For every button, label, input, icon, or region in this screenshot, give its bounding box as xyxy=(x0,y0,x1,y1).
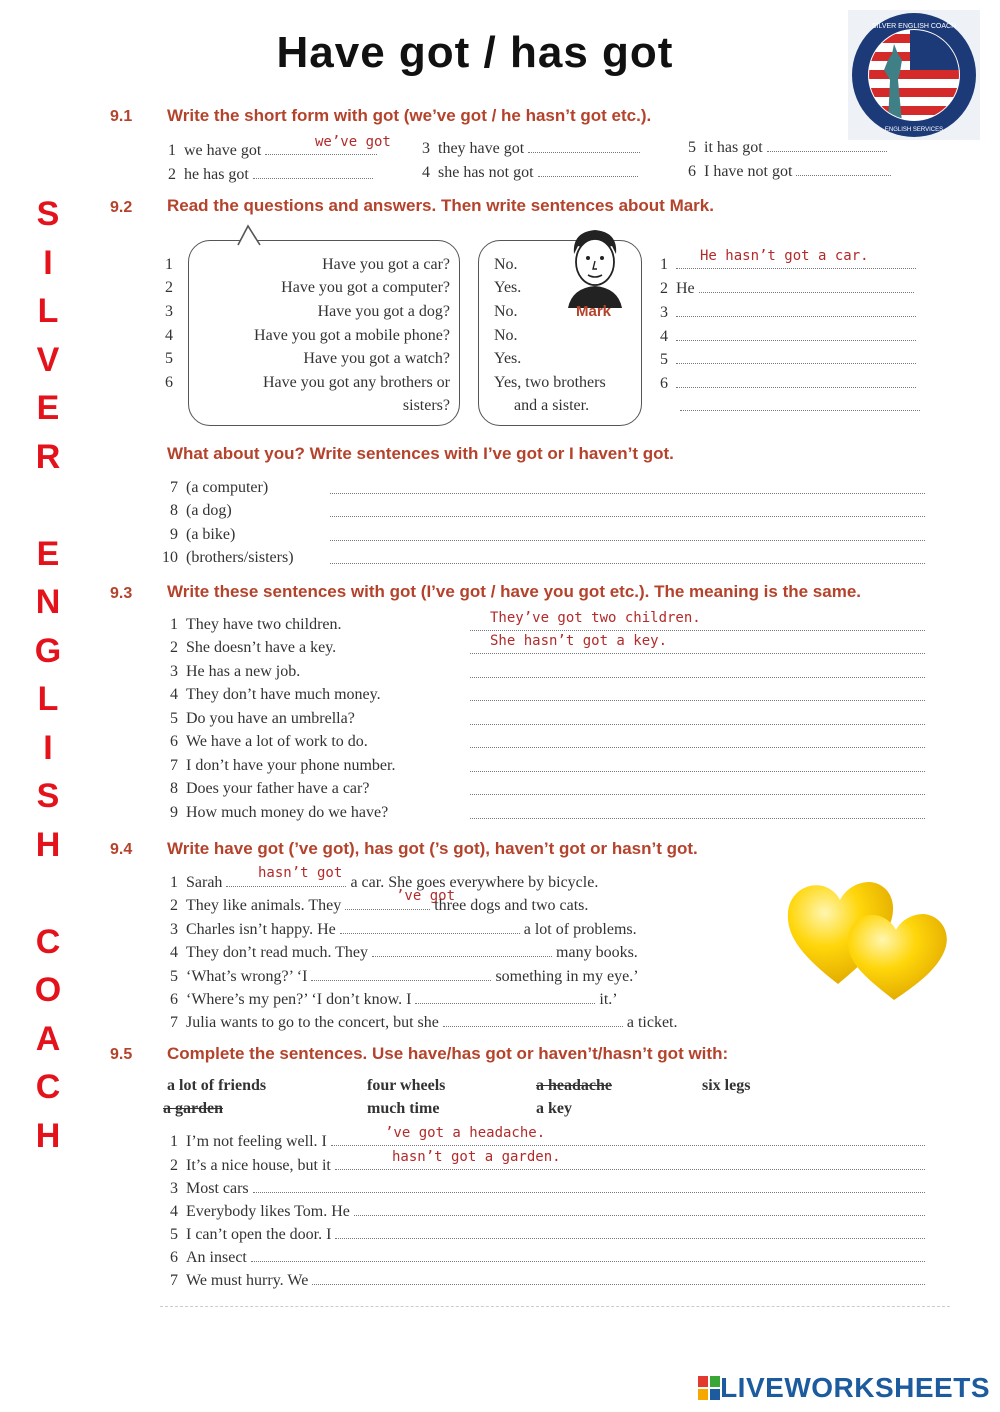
sidebar-letter: G xyxy=(34,631,62,670)
ex94-item-7: 7 Julia wants to go to the concert, but she a ticket. xyxy=(170,1014,678,1031)
ex95-item-6: 6 An insect xyxy=(170,1247,925,1267)
answer-field[interactable] xyxy=(253,1178,925,1193)
answer-field[interactable] xyxy=(699,278,914,293)
page-title: Have got / has got xyxy=(276,28,674,77)
ex94-item-2: 2 They like animals. They three dogs and two cats. xyxy=(170,897,589,914)
answer-field[interactable] xyxy=(676,302,916,317)
q-num: 5 xyxy=(165,350,173,367)
answer-text: hasn’t got xyxy=(258,865,343,881)
you-item-8: 8 (a dog) xyxy=(170,502,232,519)
mark-sentence-3: 3 xyxy=(660,302,916,322)
answer-field[interactable] xyxy=(330,479,925,494)
ex91-item-1: 1 we have got xyxy=(168,140,377,160)
section-instruction-9-3: Write these sentences with got (I’ve got / have you got etc.). The meaning is the same. xyxy=(167,582,862,601)
word-option: a lot of friends xyxy=(167,1077,267,1094)
liveworksheets-icon xyxy=(698,1376,720,1400)
sidebar-letter: E xyxy=(36,534,60,573)
you-item-10: 10 (brothers/sisters) xyxy=(162,549,294,566)
answer-field[interactable] xyxy=(312,1270,925,1285)
answer-field[interactable] xyxy=(335,1224,925,1239)
sidebar-vertical-text xyxy=(30,190,66,1160)
sidebar-letter: L xyxy=(37,292,59,330)
mark-answer: and a sister. xyxy=(514,397,590,414)
mark-sentence-6-cont xyxy=(680,396,920,416)
answer-field[interactable] xyxy=(470,686,925,701)
answer-field[interactable] xyxy=(340,919,520,934)
question-text: Have you got a car? xyxy=(322,256,450,273)
ex93-item-5: 5 Do you have an umbrella? xyxy=(170,710,355,727)
answer-field[interactable] xyxy=(330,526,925,541)
mark-sentence-4: 4 xyxy=(660,326,916,346)
answer-text: ’ve got a headache. xyxy=(385,1125,546,1141)
mark-sentence-1: 1 xyxy=(660,254,916,274)
q-num: 2 xyxy=(165,279,173,296)
sidebar-letter: O xyxy=(34,971,62,1009)
answer-field[interactable] xyxy=(470,757,925,772)
mark-sentence-2: 2 He xyxy=(660,278,914,298)
answer-field[interactable] xyxy=(676,349,916,364)
mark-answer: No. xyxy=(494,327,518,344)
ex93-item-6: 6 We have a lot of work to do. xyxy=(170,733,368,750)
ex94-item-1: 1 Sarah a car. She goes everywhere by bicycle. xyxy=(170,874,599,891)
sidebar-letter: I xyxy=(43,243,53,282)
section-number-9-5: 9.5 xyxy=(110,1046,133,1063)
answer-field[interactable] xyxy=(538,162,638,177)
question-text: Have you got a watch? xyxy=(303,350,450,367)
answer-text: She hasn’t got a key. xyxy=(490,633,668,649)
mark-sentence-5: 5 xyxy=(660,349,916,369)
svg-text:ENGLISH SERVICES: ENGLISH SERVICES xyxy=(884,127,944,133)
ex93-item-1: 1 They have two children. xyxy=(170,616,342,633)
answer-field[interactable] xyxy=(443,1012,623,1027)
answer-field[interactable] xyxy=(330,502,925,517)
you-item-7: 7 (a computer) xyxy=(170,479,269,496)
word-option: much time xyxy=(367,1100,440,1117)
answer-field[interactable] xyxy=(767,137,887,152)
section-number-9-2: 9.2 xyxy=(110,199,133,216)
question-text: Have you got a computer? xyxy=(281,279,450,296)
q-num: 4 xyxy=(165,327,173,344)
ex91-item-5: 5 it has got xyxy=(688,137,887,157)
logo-seal-icon xyxy=(848,10,980,140)
section-number-9-1: 9.1 xyxy=(110,108,133,125)
ex93-item-8: 8 Does your father have a car? xyxy=(170,780,370,797)
answer-text: He hasn’t got a car. xyxy=(700,248,869,264)
word-option-used: a headache xyxy=(536,1077,612,1094)
answer-text: we’ve got xyxy=(315,134,391,150)
ex93-item-4: 4 They don’t have much money. xyxy=(170,686,381,703)
divider xyxy=(160,1306,950,1307)
you-instruction: What about you? Write sentences with I’ve got or I haven’t got. xyxy=(167,444,674,463)
answer-field[interactable] xyxy=(251,1247,925,1262)
ex94-item-6: 6 ‘Where’s my pen?’ ‘I don’t know. I it.’ xyxy=(170,991,618,1008)
word-option-used: a garden xyxy=(163,1100,223,1117)
q-num: 6 xyxy=(165,374,173,391)
answer-field[interactable] xyxy=(528,138,640,153)
ex95-item-7: 7 We must hurry. We xyxy=(170,1270,925,1290)
hearts-icon xyxy=(782,872,954,1004)
ex94-item-5: 5 ‘What’s wrong?’ ‘I something in my eye.’ xyxy=(170,968,639,985)
answer-field[interactable] xyxy=(253,164,373,179)
sidebar-letter: A xyxy=(35,1019,61,1058)
mark-answer: Yes, two brothers xyxy=(494,374,606,391)
sidebar-letter: C xyxy=(35,922,61,961)
answer-field[interactable] xyxy=(372,942,552,957)
speech-bubble-tail-icon xyxy=(236,224,264,246)
sidebar-letter: S xyxy=(36,195,60,233)
question-text: Have you got a dog? xyxy=(317,303,450,320)
ex95-item-3: 3 Most cars xyxy=(170,1178,925,1198)
word-option: a key xyxy=(536,1100,572,1117)
answer-field[interactable] xyxy=(330,549,925,564)
answer-text: They’ve got two children. xyxy=(490,610,701,626)
ex95-item-5: 5 I can’t open the door. I xyxy=(170,1224,925,1244)
ex95-item-4: 4 Everybody likes Tom. He xyxy=(170,1201,925,1221)
ex93-item-2: 2 She doesn’t have a key. xyxy=(170,639,337,656)
mark-answer: No. xyxy=(494,303,518,320)
answer-field[interactable] xyxy=(470,804,925,819)
section-instruction-9-1: Write the short form with got (we’ve got / he hasn’t got etc.). xyxy=(167,106,652,125)
ex94-item-4: 4 They don’t read much. They many books. xyxy=(170,944,638,961)
svg-text:SILVER ENGLISH COACH: SILVER ENGLISH COACH xyxy=(871,23,957,30)
answer-field[interactable] xyxy=(415,989,595,1004)
mark-answer: Yes. xyxy=(494,350,522,367)
sidebar-letter: I xyxy=(43,728,53,767)
word-option: four wheels xyxy=(367,1077,446,1094)
sidebar-letter: N xyxy=(35,583,61,621)
sidebar-letter: E xyxy=(36,389,60,427)
sidebar-letter: R xyxy=(35,437,61,476)
sidebar-letter: S xyxy=(36,777,60,815)
answer-field[interactable] xyxy=(470,710,925,725)
word-option: six legs xyxy=(702,1077,751,1094)
section-number-9-4: 9.4 xyxy=(110,841,133,858)
sidebar-letter xyxy=(30,481,66,530)
answer-field[interactable] xyxy=(680,396,920,411)
you-item-9: 9 (a bike) xyxy=(170,526,236,543)
answer-field[interactable] xyxy=(354,1201,925,1216)
mark-answer: Yes. xyxy=(494,279,522,296)
mark-sentence-6: 6 xyxy=(660,373,916,393)
ex93-item-3: 3 He has a new job. xyxy=(170,663,301,680)
ex93-item-7: 7 I don’t have your phone number. xyxy=(170,757,396,774)
sidebar-letter: H xyxy=(35,825,61,864)
sidebar-letter: L xyxy=(37,680,59,718)
ex91-item-6: 6 I have not got xyxy=(688,161,891,181)
ex94-item-3: 3 Charles isn’t happy. He a lot of problems. xyxy=(170,921,637,938)
ex95-item-1: 1 I’m not feeling well. I xyxy=(170,1131,925,1151)
liveworksheets-logo[interactable]: LIVEWORKSHEETS xyxy=(698,1372,990,1404)
sidebar-letter: H xyxy=(35,1116,61,1155)
section-instruction-9-4: Write have got (’ve got), has got (’s got), haven’t got or hasn’t got. xyxy=(167,839,698,858)
answer-text: ’ve got xyxy=(396,888,456,904)
mark-label: Mark xyxy=(576,303,612,320)
sidebar-letter xyxy=(30,869,66,918)
ex95-item-2: 2 It’s a nice house, but it xyxy=(170,1155,925,1175)
question-text: Have you got a mobile phone? xyxy=(254,327,450,344)
question-text: sisters? xyxy=(402,397,450,414)
ex91-item-2: 2 he has got xyxy=(168,164,373,184)
ex91-item-3: 3 they have got xyxy=(422,138,640,158)
section-instruction-9-5: Complete the sentences. Use have/has got or haven’t/hasn’t got with: xyxy=(167,1044,729,1063)
sidebar-letter: V xyxy=(36,340,60,379)
answer-field[interactable] xyxy=(470,663,925,678)
mark-face-icon xyxy=(560,224,630,308)
answer-field[interactable] xyxy=(796,161,891,176)
answer-field[interactable] xyxy=(470,733,925,748)
logo xyxy=(848,10,980,140)
answer-text: hasn’t got a garden. xyxy=(392,1149,561,1165)
sidebar-letter: C xyxy=(35,1068,61,1106)
answer-field[interactable] xyxy=(676,326,916,341)
mark-answer: No. xyxy=(494,256,518,273)
section-number-9-3: 9.3 xyxy=(110,585,133,602)
section-instruction-9-2: Read the questions and answers. Then write sentences about Mark. xyxy=(167,196,714,215)
answer-field[interactable] xyxy=(470,780,925,795)
q-num: 1 xyxy=(165,256,173,273)
ex91-item-4: 4 she has not got xyxy=(422,162,638,182)
question-text: Have you got any brothers or xyxy=(262,374,450,391)
answer-field[interactable] xyxy=(311,966,491,981)
q-num: 3 xyxy=(165,303,173,320)
ex93-item-9: 9 How much money do we have? xyxy=(170,804,389,821)
answer-field[interactable] xyxy=(676,373,916,388)
